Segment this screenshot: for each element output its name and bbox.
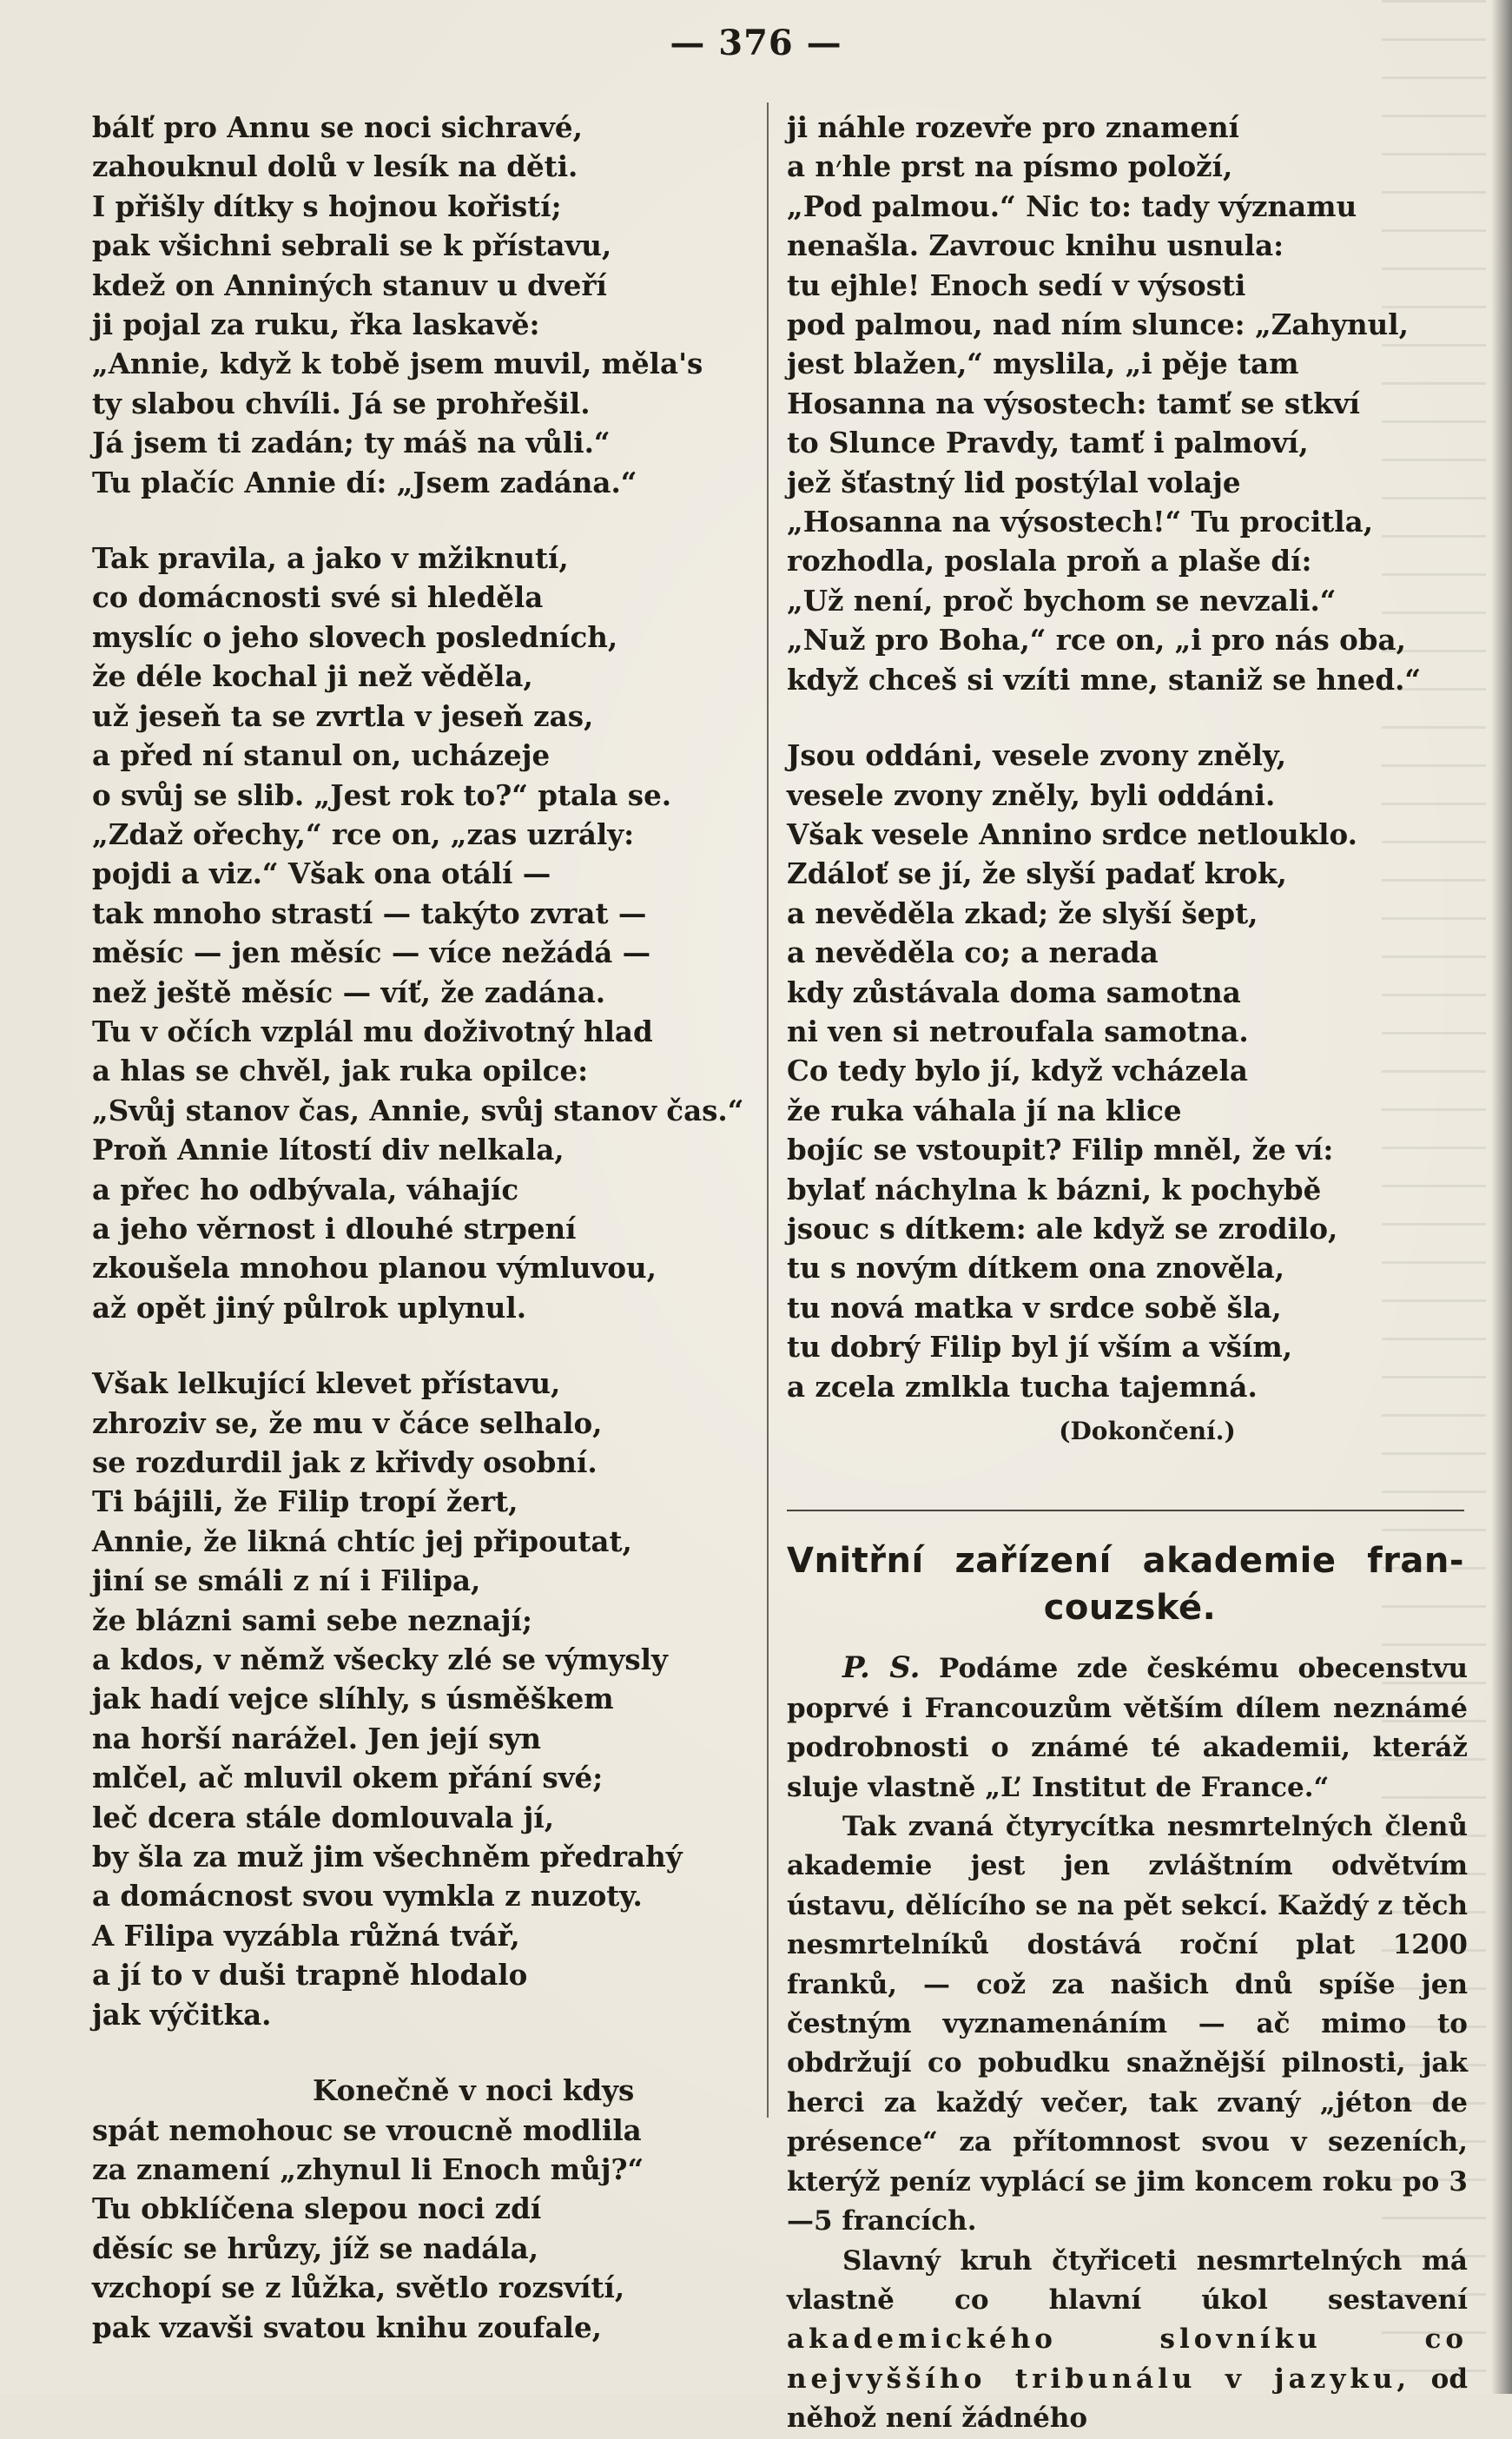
poem-line: to Slunce Pravdy, tamť i palmoví, — [787, 426, 1309, 460]
poem-line: jež šťastný lid postýlal volaje — [787, 465, 1241, 499]
section-divider — [787, 1510, 1464, 1511]
poem-line: Tu obklíčena slepou noci zdí — [92, 2191, 542, 2226]
stanza — [787, 736, 1473, 1406]
poem-line: a jeho věrnost i dlouhé strpení — [92, 1211, 577, 1246]
poem-line: pak všichni sebrali se k přístavu, — [92, 228, 612, 263]
poem-line: jsouc s dítkem: ale když se zrodilo, — [787, 1211, 1338, 1246]
poem-line: „Annie, když k tobě jsem muvil, měla's — [92, 347, 703, 381]
poem-line: za znamení „zhynul li Enoch můj?“ — [92, 2151, 644, 2186]
poem-line: kdež on Anniných stanuv u dveří — [92, 268, 607, 302]
author-initials: P. S. — [842, 1650, 921, 1686]
poem-line: ji pojal za ruku, řka laskavě: — [92, 307, 540, 342]
paragraph-text: , od něhož není žádného — [787, 2363, 1468, 2435]
poem-line: Konečně v noci kdys — [313, 2073, 635, 2108]
page-number: — 376 — — [670, 23, 842, 63]
right-column — [787, 108, 1473, 2439]
stanza — [787, 108, 1473, 699]
poem-line: spát nemohouc se vroucně modlila — [92, 2112, 642, 2147]
stanza — [92, 108, 735, 502]
article-title-line2: couzské. — [1043, 1588, 1217, 1629]
poem-line: tu s novým dítkem ona znověla, — [787, 1251, 1285, 1286]
poem-line: zkoušela mnohou planou výmluvou, — [92, 1251, 657, 1286]
poem-line: Ti bájili, že Filip tropí žert, — [92, 1484, 518, 1519]
poem-line: bojíc se vstoupit? Filip mněl, že ví: — [787, 1133, 1334, 1167]
left-column — [92, 108, 744, 2383]
poem-line: pod palmou, nad ním slunce: „Zahynul, — [787, 307, 1409, 342]
poem-line: už jeseň ta se zvrtla v jeseň zas, — [92, 698, 594, 733]
poem-line: a přec ho odbývala, váhajíc — [92, 1172, 519, 1206]
poem-line: se rozdurdil jak z křivdy osobní. — [92, 1445, 598, 1479]
poem-line: bylať náchylna k bázni, k pochybě — [787, 1172, 1322, 1206]
poem-line: a kdos, v němž všecky zlé se výmysly — [92, 1643, 668, 1677]
poem-line: pojdi a viz.“ Však ona otálí — — [92, 856, 551, 891]
article-title-line1: Vnitřní zařízení akademie fran- — [787, 1541, 1464, 1582]
poem-line: leč dcera stále domlouvala jí, — [92, 1800, 555, 1834]
poem-line: nenašla. Zavrouc knihu usnula: — [787, 228, 1284, 263]
poem-line: až opět jiný půlrok uplynul. — [92, 1290, 527, 1325]
poem-line: a zcela zmlkla tucha tajemná. — [787, 1369, 1258, 1404]
poem-line: Tu plačíc Annie dí: „Jsem zadána.“ — [92, 465, 637, 499]
article-paragraph: Tak zvaná čtyrycítka nesmrtelných členů akademie jest jen zvláštním odvětvím ústavu, dělícího se na pět sekcí. Každý z těch nesmrtelníků dostává roční plat 1200 franků, — což za našich dnů spíše jen čestným vyznamenáním — ač mimo to obdržují co pobudku snažnější pilnosti, jak herci za každý večer, tak zvaný „jéton de présence“ za přítomnost svou v sezeních, kterýž peníz vyplácí se jim koncem roku po 3—5 francích. — [787, 1811, 1468, 2237]
poem-line: A Filipa vyzábla růžná tvář, — [92, 1918, 520, 1953]
poem-line: „Pod palmou.“ Nic to: tady významu — [787, 188, 1357, 223]
poem-line: Co tedy bylo jí, když vcházela — [787, 1054, 1248, 1088]
poem-line: Proň Annie lítostí div nelkala, — [92, 1133, 565, 1167]
poem-line: tak mnoho strastí — takýto zvrat — — [92, 896, 647, 930]
poem-line: že blázni sami sebe neznají; — [92, 1603, 532, 1637]
poem-line: děsíc se hrůzy, jíž se nadála, — [92, 2231, 539, 2265]
poem-line: jak hadí vejce slíhly, s úsměškem — [92, 1682, 614, 1716]
poem-line: zhroziv se, že mu v čáce selhalo, — [92, 1405, 603, 1440]
stanza — [92, 1364, 735, 2034]
poem-line: Já jsem ti zadán; ty máš na vůli.“ — [92, 426, 611, 460]
poem-line: a nevěděla zkad; že slyší šept, — [787, 896, 1258, 930]
poem-line: měsíc — jen měsíc — více nežádá — — [92, 935, 651, 970]
poem-line: ty slabou chvíli. Já se prohřešil. — [92, 386, 591, 420]
poem-line: a domácnost svou vymkla z nuzoty. — [92, 1879, 643, 1914]
poem-line: Zdáloť se jí, že slyší padať krok, — [787, 856, 1287, 891]
poem-line: a před ní stanul on, ucházeje — [92, 738, 551, 773]
poem-line: „Svůj stanov čas, Annie, svůj stanov čas.“ — [92, 1093, 744, 1127]
poem-line: a hlas se chvěl, jak ruka opilce: — [92, 1054, 589, 1088]
poem-line: „Nuž pro Boha,“ rce on, „i pro nás oba, — [787, 623, 1406, 658]
paragraph-text: Podáme zde českému obecenstvu poprvé i Francouzům větším dílem neznámé podrobnosti o známé té akademii, kteráž sluje vlastně „L’ Institut de France.“ — [787, 1653, 1468, 1803]
poem-line: I přišly dítky s hojnou kořistí; — [92, 188, 562, 223]
poem-line: že ruka váhala jí na klice — [787, 1093, 1182, 1127]
poem-line: rozhodla, poslala proň a plaše dí: — [787, 544, 1312, 578]
poem-line: a nevěděla co; a nerada — [787, 935, 1159, 970]
poem-line: tu dobrý Filip byl jí vším a vším, — [787, 1330, 1293, 1365]
poem-line: „Už není, proč bychom se nevzali.“ — [787, 583, 1337, 618]
poem-line: mlčel, ač mluvil okem přání své; — [92, 1761, 604, 1795]
poem-line: a jí to v duši trapně hlodalo — [92, 1958, 528, 1993]
poem-line: Jsou oddáni, vesele zvony zněly, — [787, 738, 1287, 773]
poem-line: Hosanna na výsostech: tamť se stkví — [787, 386, 1360, 420]
poem-line: co domácnosti své si hleděla — [92, 580, 544, 615]
poem-line: ji náhle rozevře pro znamení — [787, 110, 1240, 144]
article-paragraph — [787, 1649, 1468, 1808]
poem-line: než ještě měsíc — víť, že zadána. — [92, 975, 606, 1009]
poem-line: „Hosanna na výsostech!“ Tu procitla, — [787, 505, 1374, 539]
article-title — [787, 1537, 1473, 1631]
final-stanza-lines — [92, 2111, 735, 2347]
emphasized-text: akademického slovníku co nejvyššího tribunálu v jazyku — [787, 2323, 1468, 2395]
article-body — [787, 1649, 1468, 2438]
poem-line: Však vesele Annino srdce netlouklo. — [787, 816, 1357, 851]
poem-line: jak výčitka. — [92, 1997, 272, 2032]
poem-line: kdy zůstávala doma samotna — [787, 975, 1241, 1009]
poem-line: jiní se smáli z ní i Filipa, — [92, 1563, 481, 1598]
paragraph-text: Slavný kruh čtyřiceti nesmrtelných má vlastně co hlavní úkol sestavení — [787, 2244, 1468, 2316]
poem-line: jest blažen,“ myslila, „i pěje tam — [787, 347, 1299, 381]
poem-line: zahouknul dolů v lesík na děti. — [92, 149, 578, 184]
poem-line: tu ejhle! Enoch sedí v výsosti — [787, 268, 1246, 302]
poem-line: Však lelkující klevet přístavu, — [92, 1366, 561, 1401]
poem-line: pak vzavši svatou knihu zoufale, — [92, 2310, 602, 2344]
poem-line: a n׳hle prst na písmo položí, — [787, 149, 1233, 184]
poem-line: ni ven si netroufala samotna. — [787, 1014, 1249, 1048]
poem-line: Tu v očích vzplál mu doživotný hlad — [92, 1014, 653, 1048]
column-divider — [767, 102, 769, 2118]
poem-line: myslíc o jeho slovech posledních, — [92, 619, 618, 654]
stanza-final — [92, 2071, 735, 2347]
poem-line: o svůj se slib. „Jest rok to?“ ptala se. — [92, 777, 672, 812]
poem-line: bálť pro Annu se noci sichravé, — [92, 110, 583, 144]
stanza — [92, 539, 744, 1327]
article-paragraph — [787, 2242, 1468, 2439]
poem-line: že déle kochal ji než věděla, — [92, 659, 533, 694]
poem-line: vzchopí se z lůžka, světlo rozsvítí, — [92, 2270, 625, 2305]
poem-line: vesele zvony zněly, byli oddáni. — [787, 777, 1276, 812]
page-edge-shadow — [1491, 0, 1512, 2394]
concluded-label: (Dokončení.) — [1059, 1417, 1236, 1445]
poem-line: když chceš si vzíti mne, staniž se hned.“ — [787, 662, 1422, 697]
poem-line: na horší narážel. Jen její syn — [92, 1721, 542, 1755]
poem-line: Tak pravila, a jako v mžiknutí, — [92, 541, 569, 576]
poem-line: by šla za muž jim všechněm předrahý — [92, 1840, 683, 1874]
poem-line: Annie, že likná chtíc jej připoutat, — [92, 1524, 632, 1558]
poem-line: „Zdaž ořechy,“ rce on, „zas uzrály: — [92, 816, 635, 851]
poem-line: tu nová matka v srdce sobě šla, — [787, 1290, 1282, 1325]
